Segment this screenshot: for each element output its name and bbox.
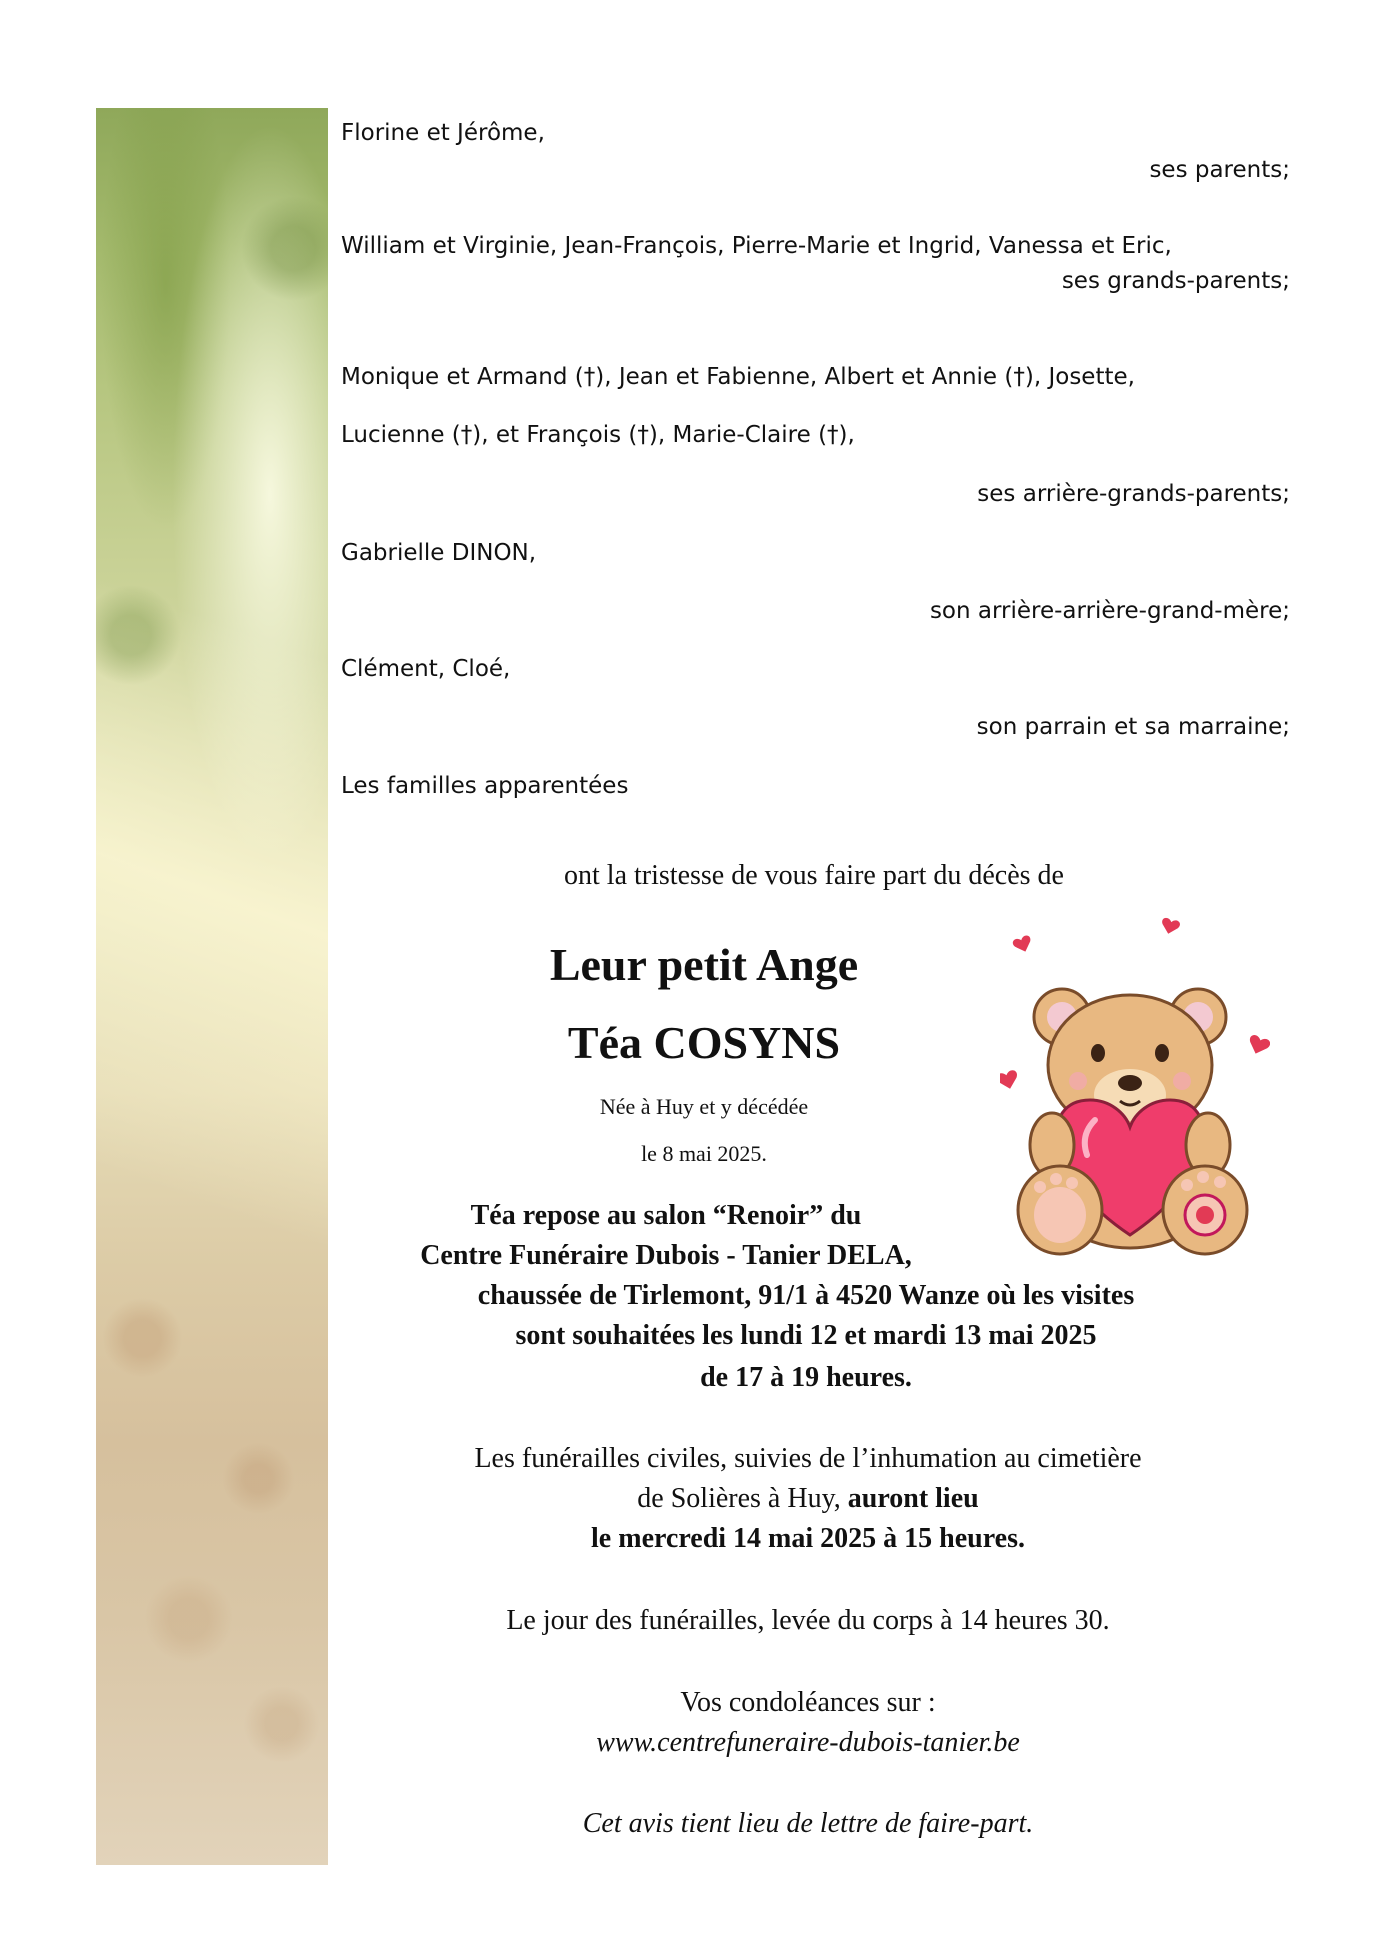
title-line1: Leur petit Ange: [549, 939, 859, 990]
visitation-line5: de 17 à 19 heures.: [700, 1362, 912, 1393]
funeral-line2-plain: de Solières à Huy,: [637, 1483, 841, 1514]
condolences-label: Vos condoléances sur :: [680, 1687, 936, 1718]
notice-line: Cet avis tient lieu de lettre de faire-part.: [582, 1808, 1034, 1839]
great-grandparents-line1: Monique et Armand (†), Jean et Fabienne, Albert et Annie (†), Josette,: [341, 364, 1135, 390]
date-line: le 8 mai 2025.: [641, 1141, 767, 1166]
visitation-line2: Centre Funéraire Dubois - Tanier DELA,: [420, 1240, 912, 1271]
parents-role: ses parents;: [1149, 157, 1290, 183]
condolences-url: www.centrefuneraire-dubois-tanier.be: [596, 1727, 1020, 1758]
great-great-grandmother-role: son arrière-arrière-grand-mère;: [929, 598, 1290, 624]
parents-names: Florine et Jérôme,: [341, 120, 545, 146]
godparents-names: Clément, Cloé,: [341, 656, 511, 682]
levee-line: Le jour des funérailles, levée du corps à 14 heures 30.: [506, 1605, 1110, 1636]
forest-path-photo: [96, 108, 328, 1865]
born-line: Née à Huy et y décédée: [599, 1094, 809, 1119]
visitation-line4: sont souhaitées les lundi 12 et mardi 13 mai 2025: [515, 1320, 1097, 1351]
great-great-grandmother-name: Gabrielle DINON,: [341, 540, 537, 566]
funeral-line2: [637, 1483, 978, 1515]
visitation-line3: chaussée de Tirlemont, 91/1 à 4520 Wanze où les visites: [477, 1280, 1135, 1311]
title-line2: Téa COSYNS: [567, 1017, 841, 1068]
godparents-role: son parrain et sa marraine;: [976, 714, 1290, 740]
funeral-line2-bold: auront lieu: [847, 1483, 979, 1514]
great-grandparents-line2: Lucienne (†), et François (†), Marie-Claire (†),: [341, 422, 855, 448]
visitation-line1: Téa repose au salon “Renoir” du: [470, 1200, 862, 1231]
relatives: Les familles apparentées: [341, 773, 629, 799]
grandparents-role: ses grands-parents;: [1061, 268, 1290, 294]
funeral-line1: Les funérailles civiles, suivies de l’inhumation au cimetière: [474, 1443, 1142, 1474]
intro-text: ont la tristesse de vous faire part du décès de: [564, 860, 1064, 891]
great-grandparents-role: ses arrière-grands-parents;: [977, 481, 1290, 507]
funeral-line3: le mercredi 14 mai 2025 à 15 heures.: [591, 1523, 1025, 1554]
grandparents-names: William et Virginie, Jean-François, Pierre-Marie et Ingrid, Vanessa et Eric,: [341, 233, 1172, 259]
teddy-bear-heart-icon: [1000, 905, 1270, 1265]
